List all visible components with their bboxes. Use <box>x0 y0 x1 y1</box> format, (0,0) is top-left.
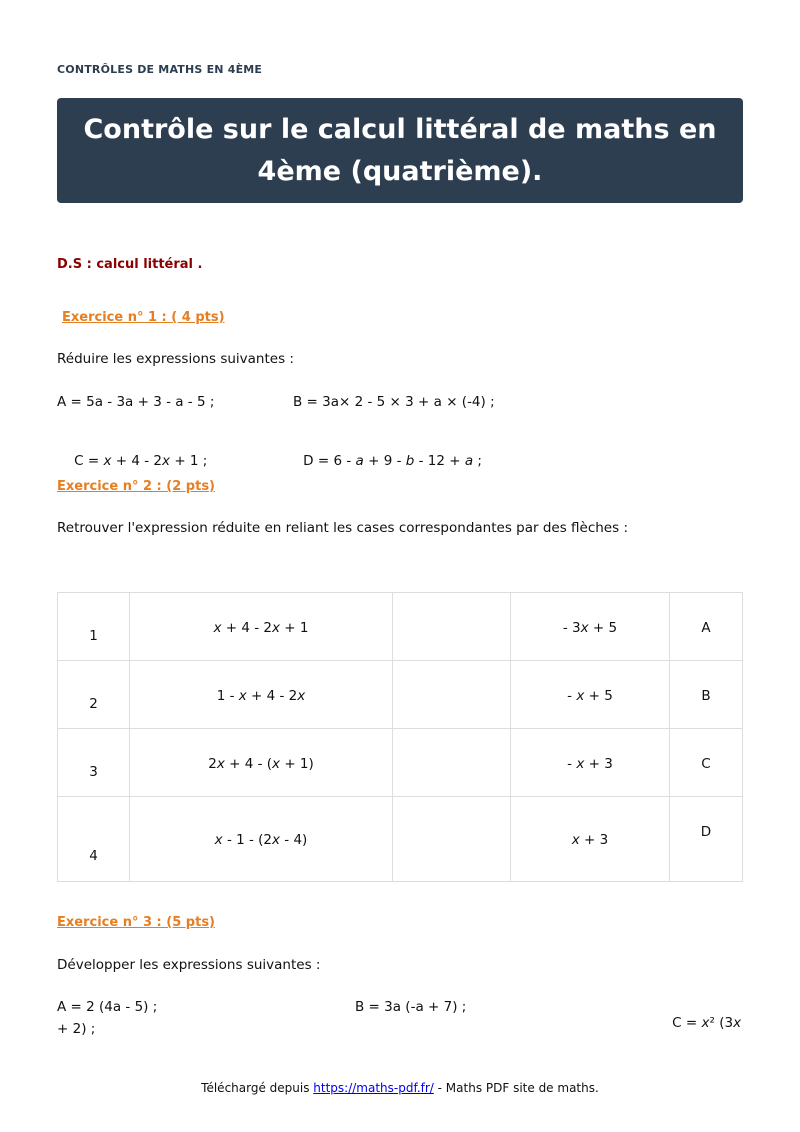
expression-3A: A = 2 (4a - 5) ; <box>57 999 158 1015</box>
row-number: 3 <box>58 729 130 797</box>
expression-1D: D = 6 - a + 9 - b - 12 + a ; <box>303 453 482 469</box>
table-row <box>58 729 743 797</box>
row-expression: x - 1 - (2x - 4) <box>130 797 393 882</box>
footer-prefix: Téléchargé depuis <box>201 1081 314 1095</box>
exercise-2-instruction: Retrouver l'expression réduite en reliant les cases correspondantes par des flèches : <box>57 520 628 536</box>
expression-1A: A = 5a - 3a + 3 - a - 5 ; <box>57 394 215 410</box>
exercise-3-instruction: Développer les expressions suivantes : <box>57 957 321 973</box>
row-result: x + 3 <box>511 797 670 882</box>
row-letter: A <box>670 593 743 661</box>
footer <box>0 1081 800 1095</box>
title-banner <box>57 98 743 203</box>
category-label: CONTRÔLES DE MATHS EN 4ÈME <box>57 63 263 76</box>
footer-link[interactable]: https://maths-pdf.fr/ <box>313 1081 434 1095</box>
expression-3C-continued: + 2) ; <box>57 1021 96 1037</box>
exercise-2-title: Exercice n° 2 : (2 pts) <box>57 479 215 494</box>
arrow-space <box>393 593 511 661</box>
page-title: Contrôle sur le calcul littéral de maths en 4ème (quatrième). <box>83 113 717 187</box>
expression-3C: C = x² (3x <box>672 1015 742 1031</box>
expression-1B: B = 3a× 2 - 5 × 3 + a × (-4) ; <box>293 394 495 410</box>
table-row <box>58 797 743 882</box>
arrow-space <box>393 661 511 729</box>
table-row <box>58 593 743 661</box>
matching-table <box>57 592 743 882</box>
arrow-space <box>393 797 511 882</box>
row-result: - 3x + 5 <box>511 593 670 661</box>
row-number: 4 <box>58 797 130 882</box>
ds-heading: D.S : calcul littéral . <box>57 257 203 272</box>
row-expression: x + 4 - 2x + 1 <box>130 593 393 661</box>
row-number: 1 <box>58 593 130 661</box>
table-row <box>58 661 743 729</box>
row-letter: C <box>670 729 743 797</box>
exercise-3-title: Exercice n° 3 : (5 pts) <box>57 915 215 930</box>
row-expression: 1 - x + 4 - 2x <box>130 661 393 729</box>
row-letter: B <box>670 661 743 729</box>
expression-3B: B = 3a (-a + 7) ; <box>355 999 467 1015</box>
expression-1C: C = x + 4 - 2x + 1 ; <box>74 453 208 469</box>
row-number: 2 <box>58 661 130 729</box>
exercise-1-instruction: Réduire les expressions suivantes : <box>57 351 294 367</box>
row-result: - x + 5 <box>511 661 670 729</box>
row-expression: 2x + 4 - (x + 1) <box>130 729 393 797</box>
row-letter: D <box>670 797 743 882</box>
arrow-space <box>393 729 511 797</box>
exercise-1-title: Exercice n° 1 : ( 4 pts) <box>62 310 225 325</box>
row-result: - x + 3 <box>511 729 670 797</box>
footer-suffix: - Maths PDF site de maths. <box>433 1081 599 1095</box>
